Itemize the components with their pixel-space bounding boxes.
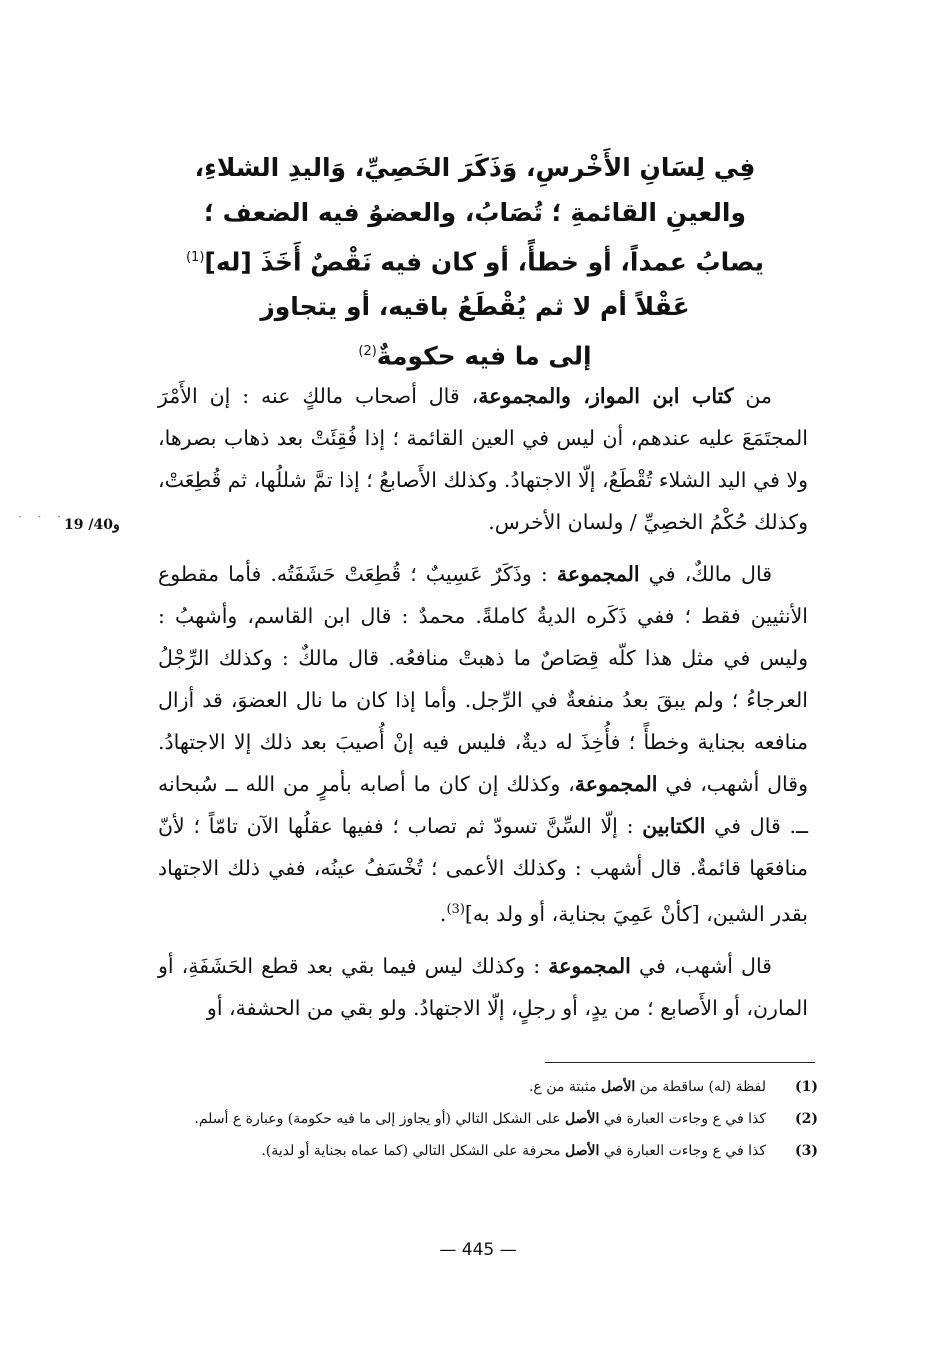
footnote-3-part-c: محرفة على الشكل التالي (كما عماه بجناية أو لدية). xyxy=(261,1143,565,1159)
footnote-number: (3) xyxy=(795,1143,818,1159)
footnote-1-part-c: مثبتة من ع. xyxy=(528,1079,601,1095)
footnote-ref-3: (3) xyxy=(446,902,465,917)
footnote-2-part-b: الأصل xyxy=(565,1111,600,1127)
footnote-ref-1: (1) xyxy=(185,250,205,265)
title-line-3-text: يصابُ عمداً، أو خطأً، أو كان فيه نَقْصٌ أَخَذَ [له] xyxy=(204,247,765,277)
paragraph-3-part-c: : وكذلك ليس فيما بقي بعد قطع الحَشَفَةِ، أو المارن، أو الأَصابع ؛ من يدٍ، أو رجلٍ، إلّا الاجتهادُ. ولو بقي من الحشفة، أو xyxy=(158,953,808,1020)
footnotes xyxy=(158,1073,818,1169)
footnote-text xyxy=(158,1137,778,1165)
footnote-3-part-b: الأصل xyxy=(565,1143,600,1159)
source-citation: المجموعة xyxy=(556,562,640,586)
page-number: — 445 — xyxy=(439,1240,517,1260)
source-citation: المجموعة xyxy=(548,953,631,978)
footnote-text xyxy=(158,1073,778,1101)
footnote-3-part-a: كذا في ع وجاءت العبارة في xyxy=(599,1143,766,1159)
paragraph-2 xyxy=(158,553,808,935)
manuscript-folio-reference: 19 /40و xyxy=(64,517,120,533)
title-line-3 xyxy=(150,235,800,284)
footnote-2-part-c: على الشكل التالي (أو يجاوز إلى ما فيه حكومة) وعبارة ع أسلم. xyxy=(194,1111,565,1127)
main-text xyxy=(158,375,808,1039)
chapter-title xyxy=(150,145,800,379)
paragraph-1-part-a: من xyxy=(733,384,773,408)
footnote-1-part-b: الأصل xyxy=(600,1079,636,1095)
title-line-5 xyxy=(150,329,800,378)
source-citation: المجموعة xyxy=(574,772,658,796)
paragraph-2-part-e: ، وكذلك إن كان ما أصابه بأمرٍ من الله ــ سُبحانه ــ. قال في xyxy=(158,772,808,838)
paragraph-3-part-a: قال أشهب، في xyxy=(630,953,772,978)
footnote-number: (2) xyxy=(795,1111,818,1127)
footnote-3 xyxy=(158,1137,818,1165)
margin-dots: · · · xyxy=(18,510,68,524)
footnote-ref-2: (2) xyxy=(358,344,377,360)
footnote-number: (1) xyxy=(795,1079,818,1095)
paragraph-2-part-h: . xyxy=(439,901,447,926)
title-line-5-text: إلى ما فيه حكومةٌ xyxy=(376,341,592,371)
source-citation: كتاب ابن المواز، والمجموعة xyxy=(478,384,734,408)
title-line-1: فِي لِسَانِ الأَخْرسِ، وَذَكَرَ الخَصِيِّ، وَاليدِ الشلاءِ، xyxy=(194,153,756,182)
footnote-text xyxy=(158,1105,778,1133)
paragraph-1 xyxy=(158,375,808,543)
title-line-2: والعينِ القائمةِ ؛ تُصَابُ، والعضوُ فيه الضعف ؛ xyxy=(203,198,747,227)
title-line-4: عَقْلاً أم لا ثم يُقْطَعُ باقيه، أو يتجاوز xyxy=(260,292,690,322)
paragraph-2-part-c: : وذَكَرٌ عَسِيبٌ ؛ قُطِعَتْ حَشَفَتُه. فأما مقطوع الأنثيين فقط ؛ ففي ذَكَره الديةُ كاملةً. محمدٌ : قال ابن القاسم، وأشهبُ : وليس في مثل هذا كلّه قِصَاصٌ ما ذهبتْ منافعُه. قال مالكٌ : وكذلك الرِّجْلُ العرجاءُ ؛ ولم يبقَ بعدُ منفعةٌ في الرِّجل. وأما إذا كان ما نال العضوَ، قد أزال منافعه بجناية وخطأً ؛ فأُخِذَ له ديةٌ، فليس فيه إنْ أُصيبَ بعد ذلك إلا الاجتهادُ. وقال أشهب، في xyxy=(158,562,809,796)
footnote-2 xyxy=(158,1105,818,1133)
paragraph-2-part-g: : إلّا السِّنَّ تسودّ ثم تصاب ؛ ففيها عقلُها الآن تامّاً ؛ لأنّ منافعَها قائمةٌ. قال أشهب : وكذلك الأعمى ؛ تُخْسَفُ عينُه، ففي ذلك الاجتهاد بقدر الشين، [كأنْ عَمِيَ بجناية، أو ولد به] xyxy=(158,814,808,926)
source-citation: الكتابين xyxy=(642,814,706,838)
paragraph-3 xyxy=(158,945,808,1029)
footnote-1-part-a: لفظة (له) ساقطة من xyxy=(635,1079,766,1095)
footnote-separator xyxy=(545,1062,815,1063)
footnote-1 xyxy=(158,1073,818,1101)
paragraph-2-part-a: قال مالكٌ، في xyxy=(639,562,772,586)
footnote-2-part-a: كذا في ع وجاءت العبارة في xyxy=(599,1111,766,1127)
paragraph-1-part-c: ، قال أصحاب مالكٍ عنه : إن الأَمْرَ المجتَمَعَ عليه عندهم، أن ليس في العين القائمة ؛ إذا فُقِئَتْ بعد ذهاب بصرها، ولا في اليد الشلاء تُقْطَعُ، إلّا الاجتهادُ. وكذلك الأَصابعُ ؛ إذا تمَّ شللُها، ثم قُطِعَتْ، وكذلك حُكْمُ الخصِيِّ / ولسان الأخرس. xyxy=(158,384,808,534)
